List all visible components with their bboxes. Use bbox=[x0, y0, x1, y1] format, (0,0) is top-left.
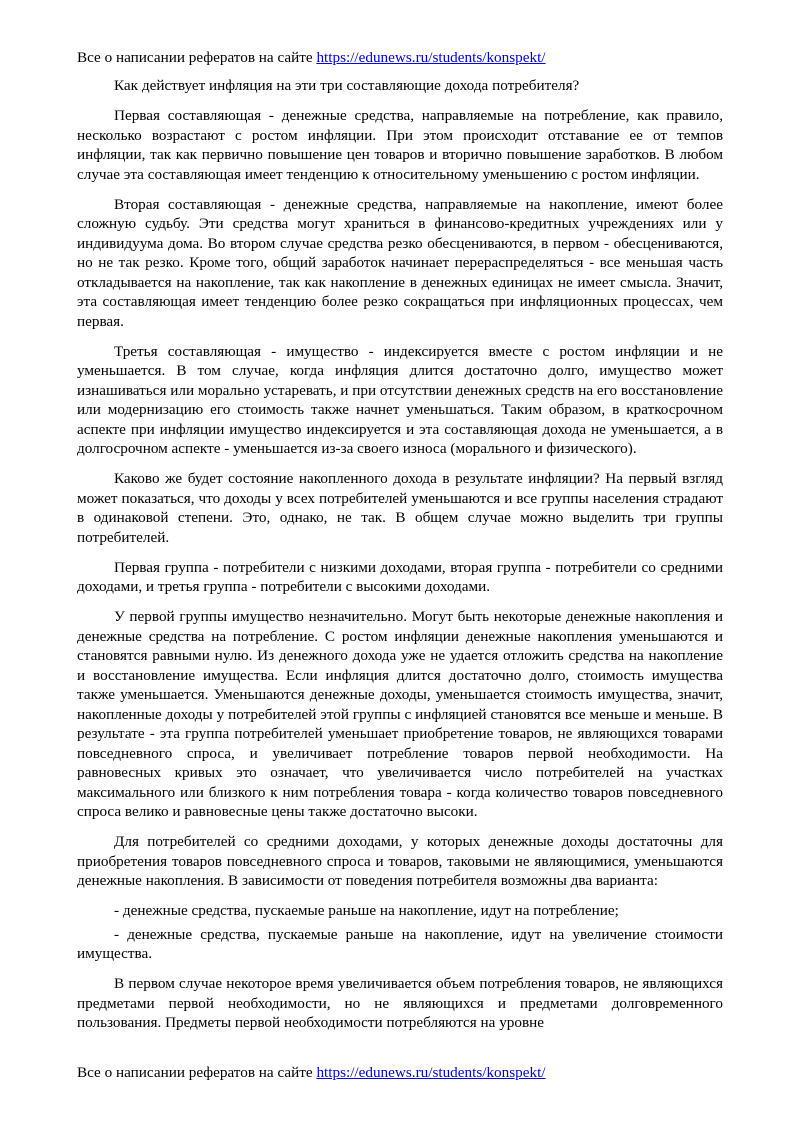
footer-prefix: Все о написании рефератов на сайте bbox=[77, 1064, 317, 1081]
paragraph-consumer-groups: Первая группа - потребители с низкими доходами, вторая группа - потребители со средними доходами, и третья группа - потребители с высокими доходами. bbox=[77, 558, 723, 595]
page-header bbox=[77, 48, 546, 68]
paragraph-middle-income: Для потребителей со средними доходами, у которых денежные доходы достаточны для приобретения товаров повседневного спроса и товаров, таковыми не являющимися, уменьшаются денежные накопления. В зависимости от поведения потребителя возможны два варианта: bbox=[77, 833, 723, 889]
paragraph-first-group: У первой группы имущество незначительно. Могут быть некоторые денежные накопления и денежные средства на потребление. С ростом инфляции денежные накопления уменьшаются и становятся равными нулю. Из денежного дохода уже не удается отложить средства на накопление и восстановление имущества. Если инфляция длится достаточно долго, стоимость имущества также уменьшается. Уменьшаются денежные доходы, уменьшается стоимость имущества, значит, накопленные доходы у потребителей этой группы с инфляцией становятся все меньше и меньше. В результате - эта группа потребителей уменьшает приобретение товаров, не являющихся товарами повседневного спроса, и увеличивает потребление товаров первой необходимости. На равновесных кривых это означает, что увеличивается число потребителей на участках максимального или близкого к ним потребления товара - когда количество товаров повседневного спроса велико и равновесные цены также достаточно высоки. bbox=[77, 608, 723, 820]
header-prefix: Все о написании рефератов на сайте bbox=[77, 49, 317, 66]
paragraph-option-two: - денежные средства, пускаемые раньше на накопление, идут на увеличение стоимости имущества. bbox=[77, 925, 723, 962]
document-body bbox=[77, 76, 723, 1043]
page-footer bbox=[77, 1063, 546, 1083]
paragraph-first-case: В первом случае некоторое время увеличивается объем потребления товаров, не являющихся предметами первой необходимости, но не являющихся и предметами долговременного пользования. Предметы первой необходимости потребляются на уровне bbox=[77, 975, 723, 1031]
paragraph-accumulated-income: Каково же будет состояние накопленного дохода в результате инфляции? На первый взгляд может показаться, что доходы у всех потребителей уменьшаются и все группы населения страдают в одинаковой степени. Это, однако, не так. В общем случае можно выделить три группы потребителей. bbox=[77, 470, 723, 546]
paragraph-first-component: Первая составляющая - денежные средства, направляемые на потребление, как правило, несколько возрастают с ростом инфляции. При этом происходит отставание ее от темпов инфляции, так как первично повышение цен товаров и вторично повышение заработков. В любом случае эта составляющая имеет тенденцию к относительному уменьшению с ростом инфляции. bbox=[77, 107, 723, 183]
paragraph-option-one: - денежные средства, пускаемые раньше на накопление, идут на потребление; bbox=[114, 902, 619, 919]
paragraph-third-component: Третья составляющая - имущество - индексируется вместе с ростом инфляции и не уменьшается. В том случае, когда инфляция длится достаточно долго, имущество может изнашиваться или морально устаревать, и при отсутствии денежных средств на его восстановление или модернизацию его стоимость также начнет уменьшаться. Таким образом, в краткосрочном аспекте при инфляции имущество индексируется и эта составляющая дохода не уменьшается, а в долгосрочном аспекте - уменьшается из-за своего износа (морального и физического). bbox=[77, 342, 723, 457]
footer-site-link[interactable]: https://edunews.ru/students/konspekt/ bbox=[316, 1064, 546, 1081]
paragraph-second-component: Вторая составляющая - денежные средства, направляемые на накопление, имеют более сложную судьбу. Эти средства могут храниться в финансово-кредитных учреждениях или у индивидуума дома. Во втором случае средства резко обесцениваются, в первом - обесцениваются, но не так резко. Кроме того, общий заработок начинает перераспределяться - все меньшая часть откладывается на накопление, так как накопление в денежных единицах не имеет смысла. Значит, эта составляющая имеет тенденцию более резко сокращаться при инфляционных процессах, чем первая. bbox=[77, 195, 723, 330]
header-site-link[interactable]: https://edunews.ru/students/konspekt/ bbox=[316, 49, 546, 66]
paragraph-question: Как действует инфляция на эти три составляющие дохода потребителя? bbox=[114, 77, 580, 94]
